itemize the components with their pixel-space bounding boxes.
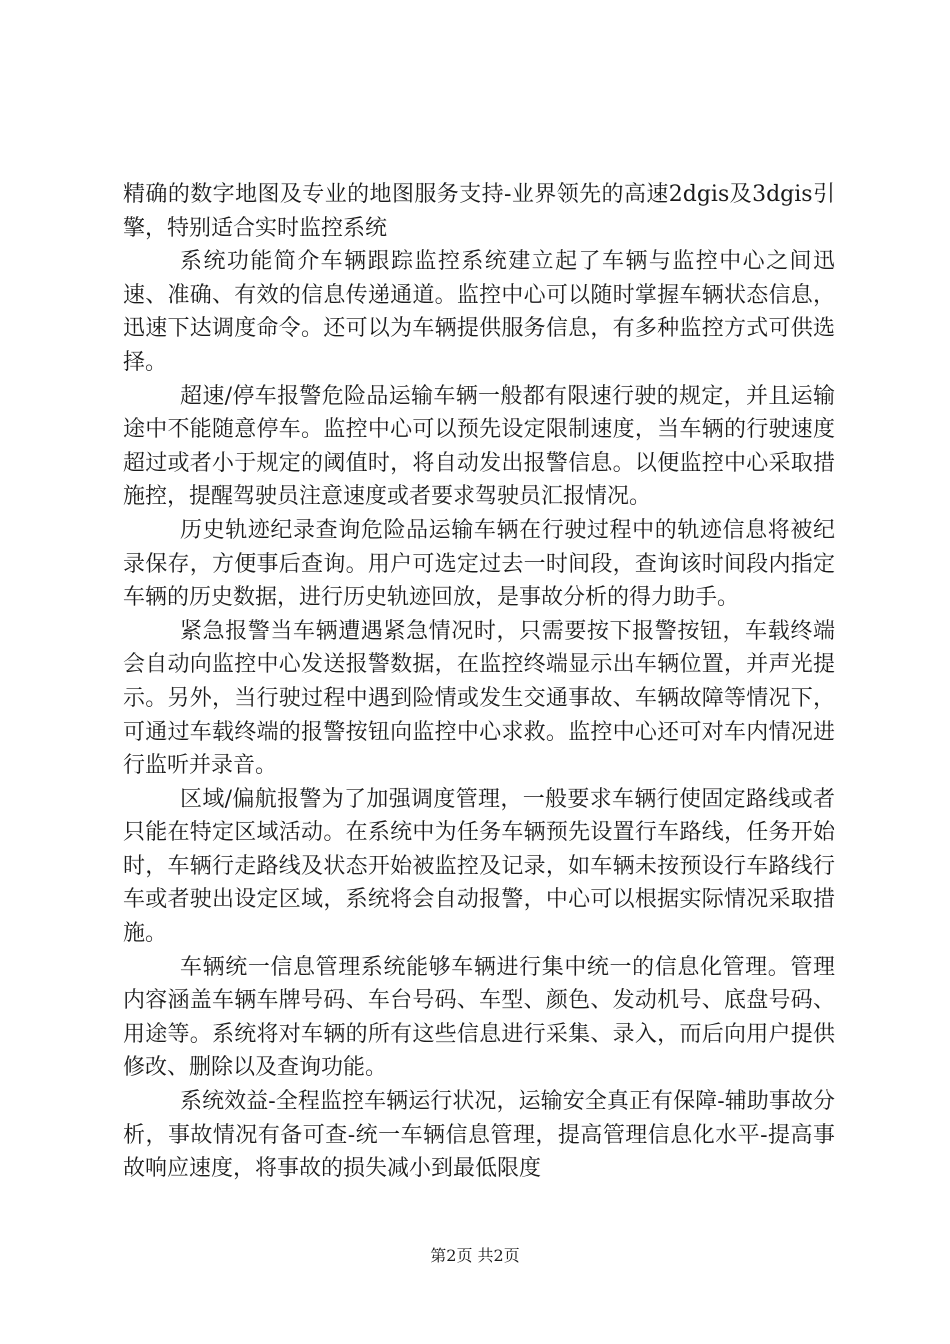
paragraph-vehicle-info-management: 车辆统一信息管理系统能够车辆进行集中统一的信息化管理。管理内容涵盖车辆车牌号码、车台号码、车型、颜色、发动机号、底盘号码、用途等。系统将对车辆的所有这些信息进行采集、录入，而后向用户提供修改、删除以及查询功能。	[123, 954, 835, 1081]
paragraph-system-benefits: 系统效益-全程监控车辆运行状况，运输安全真正有保障-辅助事故分析，事故情况有备可查-统一车辆信息管理，提高管理信息化水平-提高事故响应速度，将事故的损失减小到最低限度	[123, 1089, 835, 1182]
paragraph-history-track: 历史轨迹纪录查询危险品运输车辆在行驶过程中的轨迹信息将被纪录保存，方便事后查询。用户可选定过去一时间段，查询该时间段内指定车辆的历史数据，进行历史轨迹回放，是事故分析的得力助手。	[123, 517, 835, 611]
paragraph-speed-stop-alarm: 超速/停车报警危险品运输车辆一般都有限速行驶的规定，并且运输途中不能随意停车。监控中心可以预先设定限制速度，当车辆的行驶速度超过或者小于规定的阈值时，将自动发出报警信息。以便监控中心采取措施控，提醒驾驶员注意速度或者要求驾驶员汇报情况。	[123, 383, 835, 510]
page-footer: 第2页 共2页	[430, 1246, 520, 1265]
paragraph-emergency-alarm: 紧急报警当车辆遭遇紧急情况时，只需要按下报警按钮，车载终端会自动向监控中心发送报警数据，在监控终端显示出车辆位置，并声光提示。另外，当行驶过程中遇到险情或发生交通事故、车辆故障等情况下，可通过车载终端的报警按钮向监控中心求救。监控中心还可对车内情况进行监听并录音。	[123, 618, 835, 779]
paragraph-system-intro: 系统功能简介车辆跟踪监控系统建立起了车辆与监控中心之间迅速、准确、有效的信息传递通道。监控中心可以随时掌握车辆状态信息，迅速下达调度命令。还可以为车辆提供服务信息，有多种监控方式可供选择。	[123, 249, 835, 375]
document-body	[123, 178, 835, 1186]
paragraph-area-deviation-alarm: 区域/偏航报警为了加强调度管理，一般要求车辆行使固定路线或者只能在特定区域活动。在系统中为任务车辆预先设置行车路线，任务开始时，车辆行走路线及状态开始被监控及记录，如车辆未按预设行车路线行车或者驶出设定区域，系统将会自动报警，中心可以根据实际情况采取措施。	[123, 786, 835, 947]
paragraph-gis-support: 精确的数字地图及专业的地图服务支持-业界领先的高速2dgis及3dgis引擎，特别适合实时监控系统	[123, 182, 835, 241]
